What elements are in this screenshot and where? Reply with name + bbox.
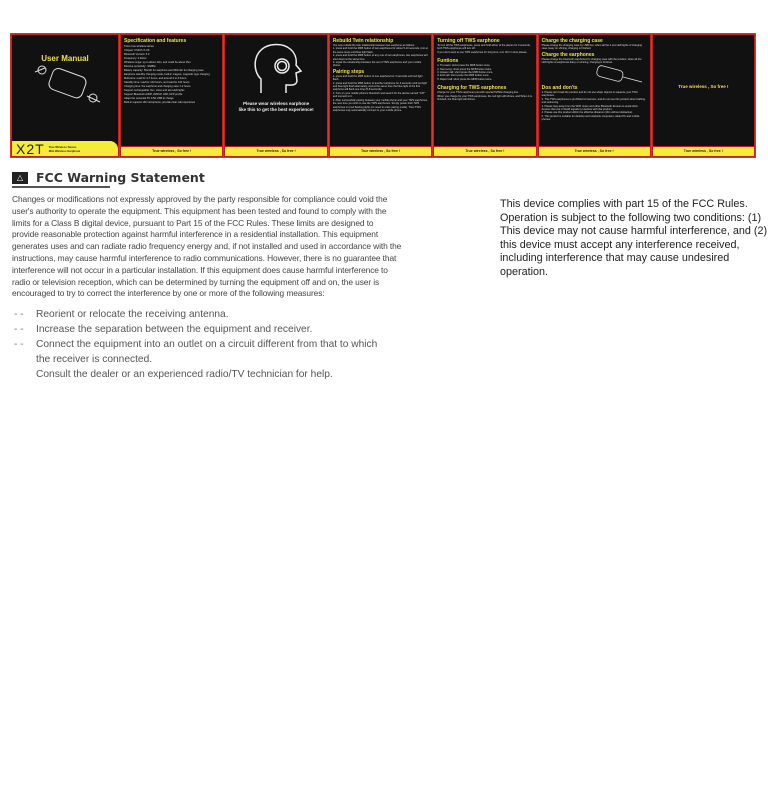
dos-item: 1. Please don't load the product and do not use sharp objects to squeeze your TWS earphones. xyxy=(541,91,638,98)
function-item: 3. Answer call: short press the MFB button once. xyxy=(437,71,494,75)
spec-item: Frequency: 2.4GHz xyxy=(124,56,147,60)
subtitle-1: True Wireless Stereo xyxy=(48,144,77,149)
charging-text-2: When you charge for your TWS earphones, the red light will shines, and When it is finished, the blue light will shines. xyxy=(437,94,532,102)
back-slogan: True wireless , So free ! xyxy=(678,84,729,89)
list-item xyxy=(14,322,424,337)
case-text: Please charge the charging case by USB line, when all the 4 pcs LED lights of charging case, Easy on shining, charging is finished. xyxy=(541,44,642,51)
measure-continuation: the receiver is connected. xyxy=(36,354,153,365)
pairing-heading: Pairing steps xyxy=(332,68,365,75)
fcc-compliance-statement: This device complies with part 15 of the FCC Rules. Operation is subject to the following two conditions: (1) This device may not cause harmful interference, and (2) this device must accept any interference received, including interference that may cause undesired operation. xyxy=(500,198,768,278)
dos-item: 5. This product is suitable for desktop and notebook computers, tablet PC and mobile phones. xyxy=(541,114,640,122)
panel-footer: True wireless , So free ! xyxy=(121,146,222,156)
ear-heading: Charge the earphones xyxy=(541,51,595,58)
dos-item: 3. Please stay away from the WIFI router and other Bluetooth devices to avoid other devices that use 2.4GHZ signals to interfere with this product. xyxy=(541,104,638,112)
panel-wear xyxy=(224,34,327,157)
panel-footer: True wireless , So free ! xyxy=(539,146,650,156)
spec-item: Bluetooth Version: 5.0 xyxy=(124,52,150,56)
pairing-step: 2. press and hold the MFB button of another earphone for 3 seconds until red light and blue light flash alternately, and at the same time the blue light of the first earphone will flash one time (5-8 seconds). xyxy=(332,81,427,92)
twin-heading: Rebuild Twin relationship xyxy=(332,38,394,44)
case-heading: Charge the charging case xyxy=(541,38,603,44)
subtitle-2: Mini Wireless Earphone xyxy=(48,148,81,153)
dos-item: 2. This TWS earphones is prohibited immersion, and do not use this product when bathing and swimming. xyxy=(541,97,646,105)
panel-case xyxy=(538,34,651,157)
spec-item: Support rechargeable, flex, voice and two-LED lights xyxy=(124,88,185,92)
wear-text-2: like this to get the best experience! xyxy=(238,107,314,113)
earphone-case-illustration xyxy=(15,60,115,110)
panel-back xyxy=(652,34,755,157)
twin-step: 1. press and hold the MFB button of two earphones for about 5-10 seconds, (not at the same time) until blue light flash. xyxy=(332,47,428,54)
function-item: 1. To power: short press the MFB button once. xyxy=(437,64,491,68)
spec-item: Standby time: read for 120 hours, and read for 120 hours xyxy=(124,80,190,84)
twin-step: 3. repair the relationship between the set of TWS earphones and your mobile phone. xyxy=(332,61,422,68)
pairing-step: 1. press and hold the MFB button of one earphone for 3 seconds until red light flash. xyxy=(332,74,423,82)
bullet-marker: - - xyxy=(14,324,24,335)
twin-step: 2. press and hold the MFB button of any one of two earphones, two earphones will shut down at the same time. xyxy=(332,54,428,61)
function-item: 4. End call: short press the MFB button once. xyxy=(437,74,490,78)
user-manual-strip xyxy=(10,33,756,158)
twin-intro: You may rebuild the twin relationship between two earphone as follows: xyxy=(332,44,415,47)
charging-heading: Charging for TWS earphones xyxy=(437,85,507,92)
cover-footer xyxy=(12,141,118,156)
consult-text: Consult the dealer or an experienced radio/TV technician for help. xyxy=(36,369,333,380)
function-item: 2. Next song: short press the MFB button twice. xyxy=(437,67,492,71)
spec-item: Earphone standby charging mode, built-in magnet, magnetic type charging xyxy=(124,72,210,76)
model-name: X2T xyxy=(16,140,45,157)
charging-text: Charge for your TWS earphones just with special 5V/50A charging line. xyxy=(437,91,519,95)
head-wearing-earphone-illustration xyxy=(246,41,306,96)
bullet-marker: - - xyxy=(14,339,24,350)
panel-footer: True wireless , So free ! xyxy=(225,146,326,156)
measure-text: Increase the separation between the equipment and receiver. xyxy=(36,324,313,335)
fcc-measures-list xyxy=(14,307,424,382)
measure-text: Reorient or relocate the receiving antenna. xyxy=(36,309,229,320)
panel-cover xyxy=(11,34,119,157)
spec-item: Battery capacity: 50mAh for earphone and 300mAh for charging case xyxy=(124,68,204,72)
title-underline xyxy=(12,186,110,188)
list-item xyxy=(14,307,424,322)
spec-item: Adapt the universal 5V 0.5A USB to charge xyxy=(124,96,174,100)
spec-item: Support Bluetooth A2DP, AVRCP, HSP, HFP profile xyxy=(124,92,183,96)
panel-off xyxy=(433,34,536,157)
spec-heading: Specification and features xyxy=(124,38,187,44)
function-item: 5. Reject call: short press the MFB button twice. xyxy=(437,77,493,81)
pairing-step: 3. Turn on your mobile phone's bluetooth and search for the device named "X2T" and connect to it. xyxy=(332,91,426,99)
dos-heading: Dos and don'ts xyxy=(541,85,578,92)
panel-footer: True wireless , So free ! xyxy=(434,146,535,156)
panel-footer: True wireless , So free ! xyxy=(653,146,754,156)
spec-item: Wireless range: up to about 10m, and could be about 15m xyxy=(124,60,191,64)
spec-item: Twins true wireless stereo xyxy=(124,44,154,48)
fcc-header xyxy=(12,170,205,185)
manual-title: User Manual xyxy=(41,54,89,63)
panel-spec xyxy=(120,34,223,157)
off-heading: Turning off TWS earphone xyxy=(437,38,500,44)
list-item xyxy=(14,337,424,352)
charging-case-illustration xyxy=(587,65,647,83)
off-text-2: If you don't want to use TWS earphones for long time, turn off it in time please. xyxy=(437,50,528,54)
measure-text: Connect the equipment into an outlet on a circuit different from that to which xyxy=(36,339,378,350)
spec-item: Multi-time: read for 3-7 hours, and around 2 to 3 hours xyxy=(124,76,187,80)
spec-item: Chipset: CSR 8 ch UK xyxy=(124,48,150,52)
panel-footer: True wireless , So free ! xyxy=(330,146,431,156)
wear-text-1: Please wear wireless earphone xyxy=(242,101,310,107)
panel-twin xyxy=(329,34,432,157)
ear-text: Please charge the bluetooth earphones by charging case with the product, when all the LED lights of earphones Easy on shining, charging is finished. xyxy=(541,57,642,65)
fcc-paragraph: Changes or modifications not expressly approved by the party responsible for compliance could void the user's authority to operate the equipment. This equipment has been tested and found to comply with the limits for a Class B digital device, pursuant to Part 15 of the FCC Rules. These limits are designed to provide reasonable protection against harmful interference in a residential installation. This equipment generates uses and can radiate radio frequency energy and, if not installed and used in accordance with the instructions, may cause harmful interference to radio communications. However, there is no guarantee that interference will not occur in a particular installation. If this equipment does cause harmful interference to radio or television reception, which can be determined by turning the equipment off and on, the user is encouraged to try to correct the interference by one or more of the following measures: xyxy=(12,194,402,299)
fcc-title: FCC Warning Statement xyxy=(36,170,205,185)
spec-item: Charging time: the earphone and charging case 1-2 hours xyxy=(124,84,191,88)
functions-heading: Funtions xyxy=(437,58,459,65)
warning-triangle-icon: △ xyxy=(12,172,28,184)
spec-item: Receive sensitivity: -90dBm xyxy=(124,64,156,68)
bullet-marker: - - xyxy=(14,309,24,320)
spec-item: Built-in superior HD microphone, provide clear call experience xyxy=(124,100,196,104)
off-text: To turn off the TWS earphones, press and hold either of the pieces for 3 seconds, both TWS earphones will turn off. xyxy=(437,44,531,51)
pairing-step: 4. After successfully pairing between your mobile phone and your TWS earphones, the next time you wish to use the TWS earphones. Simply power both TWS earphones on (red flashing light) (no need to enter pairing mode). Then TWS earphones may automatically connect to your mobile phone. xyxy=(332,98,428,112)
dos-item: 4. Please use this product within the effective distance (10m without obstacles). xyxy=(541,111,633,115)
